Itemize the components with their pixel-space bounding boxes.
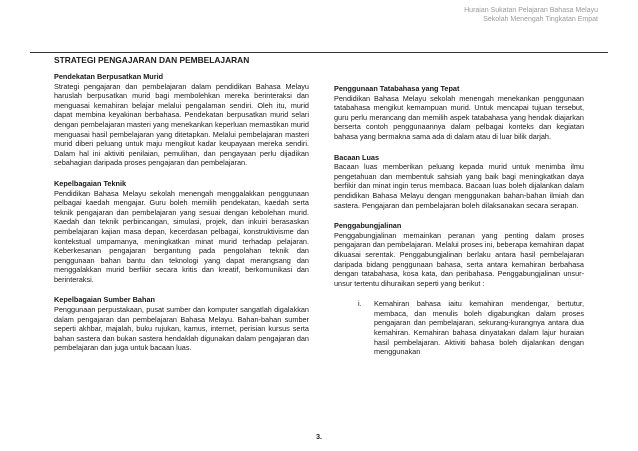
section-title: Kepelbagaian Teknik: [54, 178, 127, 188]
section-title: Pendekatan Berpusatkan Murid: [54, 72, 164, 81]
list-item-number: i.: [358, 299, 362, 309]
section-penggabungjalinan: [334, 221, 584, 288]
list-item: [358, 299, 584, 357]
page-title: STRATEGI PENGAJARAN DAN PEMBELAJARAN: [54, 55, 250, 65]
right-column: [334, 84, 584, 357]
section-title: Bacaan Luas: [334, 152, 380, 162]
section-body: Strategi pengajaran dan pembelajaran dalam pendidikan Bahasa Melayu haruslah berpusatkan murid bagi membolehkan mereka berinteraksi dan menguasai kemahiran belajar melalui pengalaman sendiri. Oleh itu, murid dapat membina keyakinan berbahasa. Pendekatan berpusatkan murid selari dengan pembelajaran masteri yang menekankan keperluan memastikan murid menguasai hasil pembelajaran yang ditetapkan. Melalui pembelajaran masteri murid diberi peluang untuk maju mengikut kadar keupayaan mereka sendiri. Dalam hal ini aktiviti penilaian, pemulihan, dan pengayaan perlu dijadikan sebahagian daripada proses pengajaran dan pembelajaran.: [54, 81, 309, 168]
header-divider: [30, 52, 608, 53]
section-bacaan-luas: [334, 153, 584, 211]
section-kepelbagaian-teknik: [54, 179, 309, 285]
section-sumber-bahan: [54, 295, 309, 353]
section-body: Pendidikan Bahasa Melayu sekolah menengah menggalakkan penggunaan pelbagai kaedah mengajar. Guru boleh memilih pendekatan, kaedah serta teknik pengajaran dan pembelajaran yang sesuai dengan kebolehan murid. Kaedah dan teknik perbincangan, simulasi, projek, dan inkuiri berasaskan pembelajaran kajian masa depan, kecerdasan pelbagai, konstruktivisme dan kontekstual umpamanya, meningkatkan minat murid terhadap pelajaran. Keberkesanan pengajaran bergantung pada pengolahan teknik dan penggunaan bahan bantu dan teknologi yang dapat merangsang dan menggalakkan murid berfikir secara kritis dan kreatif, berkomunikasi dan berinteraksi.: [54, 188, 309, 284]
running-header: [464, 6, 598, 24]
section-body: Bacaan luas memberikan peluang kepada murid untuk menimba ilmu pengetahuan dan membentuk sahsiah yang baik bagi meningkatkan daya berfikir dan minat ingin terus membaca. Bacaan luas boleh dijalankan dalam pendidikan Bahasa Melayu dengan menggunakan bahan-bahan ilmiah dan sastera. Pengajaran dan pembelajaran boleh dilaksanakan secara serapan.: [334, 162, 584, 210]
section-tatabahasa: [334, 84, 584, 142]
section-body: Penggabungjalinan memainkan peranan yang penting dalam proses pengajaran dan pembelajaran. Melalui proses ini, beberapa kemahiran dapat dikuasai serentak. Penggabungjalinan berlaku antara hasil pembelajaran daripada bidang penggunaan bahasa, serta antara kemahiran berbahasa dengan tatabahasa, kosa kata, dan peribahasa. Penggabungjalinan unsur-unsur tertentu dihuraikan seperti yang berikut :: [334, 230, 584, 288]
section-title: Penggabungjalinan: [334, 221, 402, 231]
header-line-1: Huraian Sukatan Pelajaran Bahasa Melayu: [464, 7, 598, 14]
section-title: Penggunaan Tatabahasa yang Tepat: [334, 84, 460, 93]
section-title: Kepelbagaian Sumber Bahan: [54, 295, 155, 305]
page-number: 3.: [316, 434, 322, 441]
section-pendekatan: [54, 72, 309, 168]
header-line-2: Sekolah Menengah Tingkatan Empat: [483, 16, 598, 23]
section-body: Pendidikan Bahasa Melayu sekolah menengah menekankan penggunaan tatabahasa mengikut kemampuan murid. Untuk mencapai tujuan tersebut, guru perlu merancang dan memilih aspek tatabahasa yang hendak diajarkan berserta contoh penggunaannya dalam pelbagai konteks dan kegiatan bahasa yang bermakna sama ada di dalam atau di luar bilik darjah.: [334, 93, 584, 141]
section-body: Penggunaan perpustakaan, pusat sumber dan komputer sangatlah digalakkan dalam pengajaran dan pembelajaran Bahasa Melayu. Bahan-bahan sumber seperti akhbar, majalah, buku rujukan, kamus, internet, perisian kursus serta bahan sastera dan bukan sastera hendaklah digunakan dalam pengajaran dan pembelajaran dan juga untuk bacaan luas.: [54, 305, 309, 353]
list-item-text: Kemahiran bahasa iaitu kemahiran mendengar, bertutur, membaca, dan menulis boleh digabungkan dalam proses pengajaran dan pembelajaran, sekurang-kurangnya antara dua kemahiran. Kemahiran bahasa dinyatakan dalam lajur huraian hasil pembelajaran. Aktiviti bahasa boleh dijalankan dengan menggunakan: [374, 299, 584, 357]
left-column: [54, 72, 309, 364]
